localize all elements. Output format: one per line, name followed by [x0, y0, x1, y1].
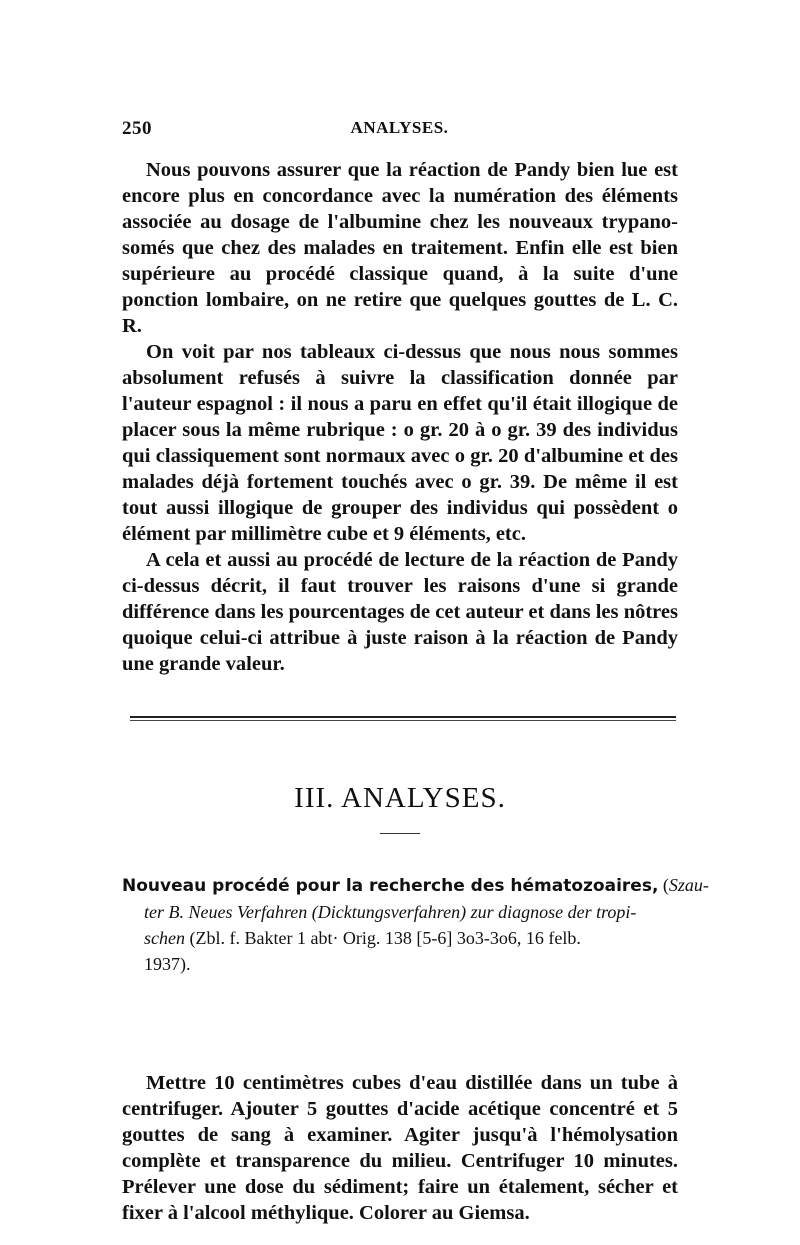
text-line: nôtres quoique celui-ci attribue à juste raison à la réaction de: [122, 601, 678, 649]
text-line: absolument refusés à suivre la classification donnée par l'auteur: [122, 367, 678, 415]
text-line: Prélever une dose du sédiment; faire un étalement, sécher et fixer: [122, 1176, 678, 1224]
text-line: ci-dessus décrit, il faut trouver les raisons d'une si grande: [122, 575, 678, 597]
reference-line-3: schen (Zbl. f. Bakter 1 abt· Orig. 138 [5-6] 3o3-3o6, 16 felb.: [144, 928, 581, 948]
reference-title: Nouveau procédé pour la recherche des hématozoaires,: [122, 876, 659, 896]
bibliographic-reference: Nouveau procédé pour la recherche des hématozoaires, (Szau- ter B. Neues Verfahren (Dicktungsverfahren) zur diagnose der tropi- schen (Zbl. f. Bakter 1 abt· Orig. 138 [5-6] 3o3-3o6, 16 felb. 1937).: [122, 872, 678, 977]
text-line: espagnol : il nous a paru en effet qu'il était illogique de placer: [122, 393, 679, 441]
text-line: malades déjà fortement touchés avec o gr. 39. De même il est: [122, 471, 678, 493]
text-line: associée au dosage de l'albumine chez les nouveaux trypano-: [122, 211, 678, 233]
page-header: [122, 118, 677, 144]
text-line: classiquement sont normaux avec o gr. 20 d'albumine et des: [155, 445, 678, 467]
text-line: Mettre 10 centimètres cubes d'eau distillée dans un tube à: [146, 1072, 678, 1094]
section-divider: [130, 716, 676, 718]
text-line: Pandy une grande valeur.: [122, 627, 678, 675]
section-title: III. ANALYSES.: [294, 782, 506, 814]
paragraph-method: [122, 1070, 678, 1226]
page-number: 250: [122, 118, 152, 139]
title-underline: [380, 833, 420, 834]
text-line: encore plus en concordance avec la numération des éléments: [122, 185, 678, 207]
text-line: centrifuger. Ajouter 5 gouttes d'acide acétique concentré et: [122, 1098, 660, 1120]
text-line: Nous pouvons assurer que la réaction de Pandy bien lue est: [146, 159, 678, 181]
body-text-top: [122, 157, 678, 677]
text-line: différence dans les pourcentages de cet auteur et dans les: [122, 601, 619, 623]
running-title: ANALYSES.: [350, 118, 449, 137]
text-line: 5 gouttes de sang à examiner. Agiter jusqu'à l'hémolysation: [122, 1098, 678, 1146]
reference-line-4: 1937).: [144, 954, 191, 974]
text-line: supérieure au procédé classique quand, à la suite d'une ponction: [122, 263, 678, 311]
reference-author: Szau-: [668, 875, 709, 895]
paragraph-conclusion: [122, 547, 678, 677]
text-line: On voit par nos tableaux ci-dessus que nous nous sommes: [146, 341, 678, 363]
text-line: sous la même rubrique : o gr. 20 à o gr. 39 des individus qui: [122, 419, 678, 467]
paragraph-pandy-concordance: [122, 157, 678, 339]
text-line: o élément par millimètre cube et 9 éléments, etc.: [122, 497, 678, 545]
reference-line-2: ter B. Neues Verfahren (Dicktungsverfahren) zur diagnose der tropi-: [144, 902, 637, 922]
paragraph-classification: [122, 339, 678, 547]
section-divider-thin: [130, 720, 676, 721]
text-line: à l'alcool méthylique. Colorer au Giemsa.: [167, 1202, 530, 1224]
text-line: lombaire, on ne retire que quelques gouttes de L. C. R.: [122, 289, 679, 337]
body-text-bottom: [122, 1070, 678, 1226]
text-line: A cela et aussi au procédé de lecture de la réaction de Pandy: [146, 549, 678, 571]
text-line: somés que chez des malades en traitement. Enfin elle est bien: [122, 237, 678, 259]
text-line: complète et transparence du milieu. Centrifuger 10 minutes.: [122, 1150, 678, 1172]
text-line: tout aussi illogique de grouper des individus qui possèdent: [122, 497, 660, 519]
